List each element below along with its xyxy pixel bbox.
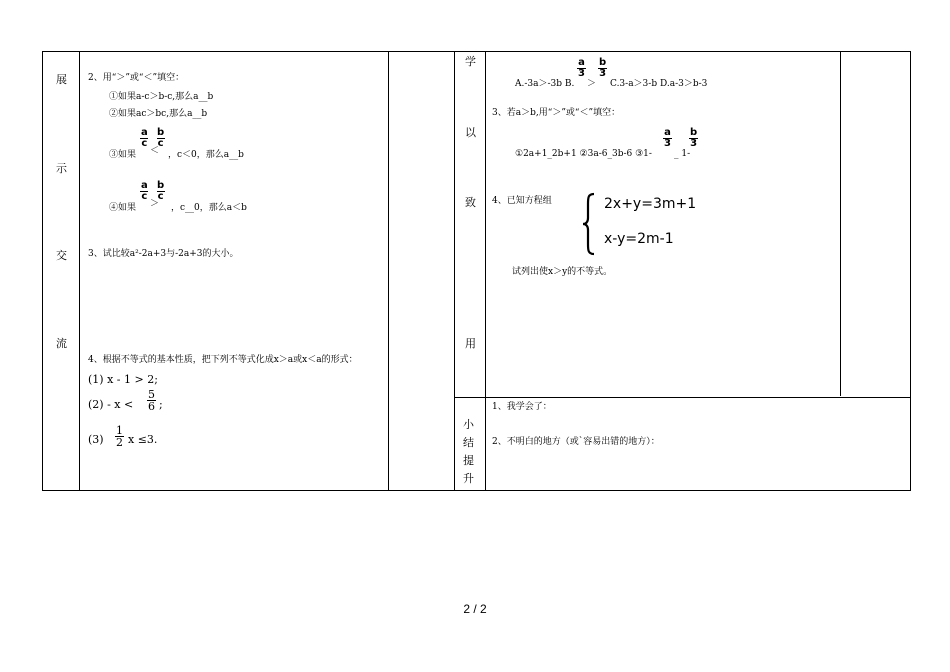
question-4-title: 4、根据不等式的基本性质，把下列不等式化成x＞a或x＜a的形式： xyxy=(88,355,358,365)
section-label-char: 示 xyxy=(56,162,67,175)
summary-label-char: 结 xyxy=(463,436,474,449)
col-divider xyxy=(388,52,389,490)
section-label-char: 流 xyxy=(56,337,67,350)
summary-label-char: 小 xyxy=(463,418,474,431)
summary-item-2: 2、不明白的地方（或`容易出错的地方）： xyxy=(492,437,660,447)
fraction-b-over-3: $\frac{b}{3}$ xyxy=(599,57,607,79)
fraction-1-over-2: $\frac{1}{2}$ xyxy=(116,424,123,449)
right-question-4-ask: 试列出使x＞y的不等式。 xyxy=(512,267,613,277)
question-2-item-3-suffix: ，c＜0，那么a__b xyxy=(168,150,244,160)
col-divider xyxy=(79,52,80,490)
row-divider xyxy=(454,397,910,398)
right-question-3-mid: _ 1- xyxy=(674,149,691,159)
col-divider xyxy=(840,52,841,396)
fraction-b-over-c: $\frac{b}{c}$ xyxy=(157,180,165,202)
fraction-a-over-3: $\frac{a}{3}$ xyxy=(664,127,671,149)
fraction-a-over-c: $\frac{a}{c}$ xyxy=(141,180,148,202)
question-4-item-2-suffix: ; xyxy=(159,398,163,411)
question-4-item-2-prefix: (2) - x < xyxy=(88,398,134,411)
question-4-item-1: (1) x - 1 > 2; xyxy=(88,373,158,386)
section-label-char: 致 xyxy=(465,196,476,209)
question-2-item-2: ②如果ac＞bc,那么a__b xyxy=(109,109,208,119)
option-b-sign: ＞ xyxy=(587,79,597,89)
fraction-b-over-3: $\frac{b}{3}$ xyxy=(690,127,698,149)
greater-than-sign: ＞ xyxy=(150,199,160,209)
equation-2: x-y=2m-1 xyxy=(604,231,674,247)
less-than-sign: ＜ xyxy=(150,146,160,156)
section-label-char: 以 xyxy=(465,126,476,139)
section-label-char: 交 xyxy=(56,249,67,262)
question-4-item-3-prefix: (3) xyxy=(88,433,104,446)
equation-1: 2x+y=3m+1 xyxy=(604,196,697,212)
section-label-char: 展 xyxy=(56,73,67,86)
question-2-item-1: ①如果a-c＞b-c,那么a__b xyxy=(109,92,214,102)
page-number: 2 / 2 xyxy=(463,602,487,616)
fraction-5-over-6: $\frac{5}{6}$ xyxy=(148,388,155,413)
right-question-3-title: 3、若a＞b,用“＞”或“＜”填空： xyxy=(492,108,621,118)
summary-label-char: 提 xyxy=(463,454,474,467)
fraction-a-over-c: $\frac{a}{c}$ xyxy=(141,127,148,149)
question-2-item-4-suffix: ，c__0，那么a＜b xyxy=(171,203,247,213)
section-label-char: 学 xyxy=(465,55,476,68)
options-c-d: C.3-a＞3-b D.a-3＞b-3 xyxy=(610,79,708,89)
section-label-char: 用 xyxy=(465,337,476,350)
fraction-b-over-c: $\frac{b}{c}$ xyxy=(157,127,165,149)
question-4-item-3-suffix: x ≤3. xyxy=(128,433,158,446)
question-2-title: 2、用“＞”或“＜”填空： xyxy=(88,73,185,83)
col-divider xyxy=(454,52,455,490)
worksheet-table xyxy=(42,51,911,491)
col-divider xyxy=(485,52,486,490)
fraction-a-over-3: $\frac{a}{3}$ xyxy=(578,57,585,79)
question-2-item-3-prefix: ③如果 xyxy=(109,150,137,160)
right-question-4-title: 4、已知方程组 xyxy=(492,196,552,206)
summary-label-char: 升 xyxy=(463,472,474,485)
question-3: 3、试比较a²-2a+3与-2a+3的大小。 xyxy=(88,249,239,259)
equation-brace xyxy=(581,192,597,256)
option-a: A.-3a＞-3b B. xyxy=(515,79,575,89)
question-2-item-4-prefix: ④如果 xyxy=(109,203,137,213)
right-question-3-items: ①2a+1_2b+1 ②3a-6_3b-6 ③1- xyxy=(515,149,652,159)
summary-item-1: 1、我学会了： xyxy=(492,402,552,412)
